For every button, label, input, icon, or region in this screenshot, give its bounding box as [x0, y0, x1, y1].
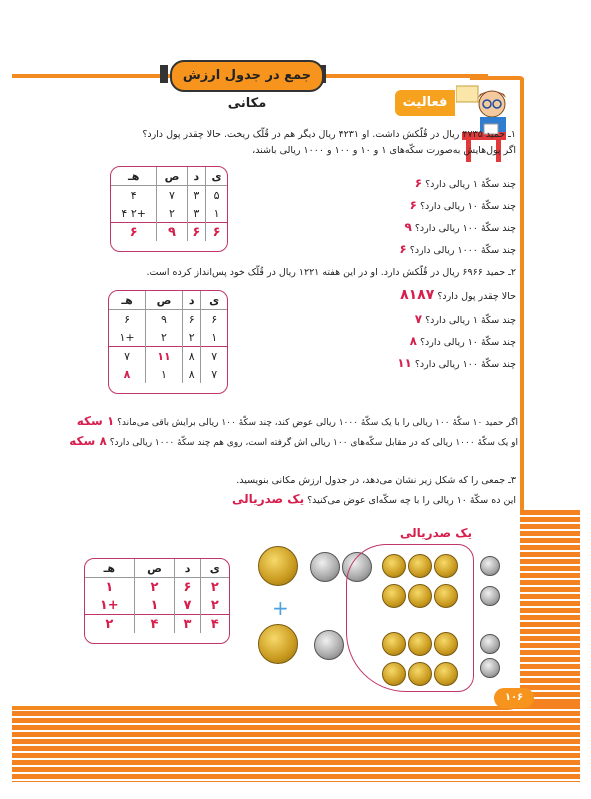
cell: ۲ — [210, 579, 219, 595]
cell: ۱ — [85, 578, 134, 597]
cell: ۳ — [187, 186, 206, 205]
cell: ۹ — [146, 310, 183, 329]
cell: ۴ — [111, 186, 157, 205]
q2-line-1: چند سکّهٔ ۱ ریالی دارد؟ ۷ — [414, 312, 516, 326]
coin-1-icon — [480, 556, 500, 576]
answer: ۱ سکه — [76, 414, 115, 428]
sum-cell: ۴ — [134, 615, 175, 634]
col-thousands: هـ — [109, 291, 146, 310]
cell: ۷ — [157, 186, 187, 205]
cell: ۲ — [146, 328, 183, 347]
coin-1000-icon — [258, 624, 298, 664]
coin-100-icon — [310, 552, 340, 582]
answer: ۸ — [409, 334, 417, 348]
q1-text-2: اگر پول‌هایش به‌صورت سکّه‌های ۱ و ۱۰ و ۱۰۰ و ۱۰۰۰ ریالی باشند، — [252, 145, 516, 156]
sum-cell: ۶ — [187, 223, 206, 242]
q2-extra-2: او یک سکّهٔ ۱۰۰۰ ریالی که در مقابل سکّه‌های ۱۰۰ ریالی اش گرفته است، روی هم چند سکّهٔ ۱۰۰۰ ریالی دارد؟ ۸ سکه — [69, 434, 518, 448]
cell: ۸ — [182, 347, 200, 366]
cell: ۱ — [146, 365, 183, 383]
cell: ۱ — [211, 330, 218, 344]
cell: ۵ — [213, 188, 220, 202]
q2-extra-1: اگر حمید ۱۰ سکّهٔ ۱۰۰ ریالی را با یک سکّهٔ ۱۰۰۰ ریالی عوض کند، چند سکّهٔ ۱۰۰ ریالی برایش باقی می‌ماند؟ ۱ سکه — [76, 414, 518, 428]
cell: ۶ — [211, 312, 218, 326]
answer: ۱۱ — [397, 356, 412, 370]
page-number: ۱۰۶ — [494, 688, 534, 708]
cell: ۷ — [211, 367, 218, 381]
answer: ۶ — [414, 176, 423, 190]
header-line-left — [12, 74, 170, 78]
sum-cell: ۲ — [85, 615, 134, 634]
cell: +۱ — [85, 596, 134, 615]
q2-text: ۲ـ حمید ۶۹۶۶ ریال در قُلّکش دارد. او در این هفته ۱۲۲۱ ریال در قُلّک خود پس‌انداز کرده است. — [146, 267, 516, 278]
q1-line-4: چند سکّهٔ ۱۰۰۰ ریالی دارد؟ ۶ — [399, 242, 516, 256]
q1-text: ۱ـ حمید ۴۷۳۵ ریال در قُلّکش داشت. او ۴۲۳۱ ریال دیگر هم در قُلّک ریخت. حالا چقدر پول دارد؟ — [142, 129, 516, 140]
coin-1-icon — [480, 586, 500, 606]
coin-100-icon — [314, 630, 344, 660]
cell: ۲ — [134, 578, 175, 597]
cell: ۲ — [210, 597, 219, 613]
q3-text: ۳ـ جمعی را که شکل زیر نشان می‌دهد، در جدول ارزش مکانی بنویسید. — [236, 475, 516, 486]
col-ones: ی — [206, 167, 227, 186]
col-tens: د — [187, 167, 206, 186]
cell: ۲ — [182, 328, 200, 347]
coin-1-icon — [480, 634, 500, 654]
sum-cell: ۶ — [111, 223, 157, 242]
q1-line-1: چند سکّهٔ ۱ ریالی دارد؟ ۶ — [414, 176, 516, 190]
sum-cell: ۹ — [157, 223, 187, 242]
sum-cell: ۶ — [212, 224, 221, 240]
cell: ۷ — [175, 596, 200, 615]
col-hundreds: ص — [134, 559, 175, 578]
cell: ۱۱ — [146, 347, 183, 366]
col-hundreds: ص — [157, 167, 187, 186]
cell: ۲ — [157, 204, 187, 223]
cell: ۱ — [213, 206, 220, 220]
q2-line-2: چند سکّهٔ ۱۰ ریالی دارد؟ ۸ — [409, 334, 516, 348]
sum-cell: ۴ — [210, 616, 219, 632]
header-line-right — [318, 74, 488, 78]
q2-total-line: حالا چقدر پول دارد؟ ۸۱۸۷ — [400, 287, 516, 303]
col-tens: د — [175, 559, 200, 578]
decor-stripes-bottom — [12, 704, 580, 782]
q1-place-value-table — [110, 166, 228, 252]
cell: ۶ — [175, 578, 200, 597]
answer: یک صدریالی — [232, 492, 305, 506]
answer: ۷ — [414, 312, 423, 326]
answer: ۶ — [409, 198, 417, 212]
sum-cell: ۳ — [175, 615, 200, 634]
answer: ۸ سکه — [69, 434, 107, 448]
cell: ۱ — [134, 596, 175, 615]
footer-frame — [12, 690, 524, 710]
q3-place-value-table — [84, 558, 230, 644]
col-ones: ی — [200, 559, 229, 578]
title-tab-left — [160, 65, 168, 83]
q2-place-value-table — [108, 290, 228, 394]
activity-label: فعالیت — [395, 90, 455, 116]
coin-1-icon — [480, 658, 500, 678]
decor-stripes-right — [520, 510, 580, 710]
sidebar-top-curve — [470, 76, 524, 80]
cell: ۸ — [182, 365, 200, 383]
plus-icon: + — [272, 596, 289, 620]
col-thousands: هـ — [85, 559, 134, 578]
cell: +۱ — [109, 328, 146, 347]
cell: ۷ — [109, 347, 146, 366]
q3-coin-label: یک صدریالی — [400, 526, 473, 540]
q1-line-2: چند سکّهٔ ۱۰ ریالی دارد؟ ۶ — [409, 198, 516, 212]
page-title: جمع در جدول ارزش مکانی — [170, 60, 324, 92]
cell: ۸ — [109, 365, 146, 383]
answer: ۶ — [399, 242, 407, 256]
q1-line-3: چند سکّهٔ ۱۰۰ ریالی دارد؟ ۹ — [404, 220, 516, 234]
cell: ۷ — [211, 349, 218, 363]
coin-1000-icon — [258, 546, 298, 586]
q3-question-line: این ده سکّهٔ ۱۰ ریالی را با چه سکّه‌ای عوض می‌کنید؟ یک صدریالی — [232, 492, 516, 506]
cell: +۲ ۴ — [111, 204, 157, 223]
q2-line-3: چند سکّهٔ ۱۰۰ ریالی دارد؟ ۱۱ — [397, 356, 516, 370]
col-ones: ی — [201, 291, 227, 310]
grouping-outline — [346, 544, 474, 692]
col-hundreds: ص — [146, 291, 183, 310]
coins-illustration — [258, 540, 508, 690]
answer: ۹ — [404, 220, 412, 234]
col-tens: د — [182, 291, 200, 310]
cell: ۳ — [187, 204, 206, 223]
col-thousands: هـ — [111, 167, 157, 186]
cell: ۶ — [109, 310, 146, 329]
cell: ۶ — [182, 310, 200, 329]
answer: ۸۱۸۷ — [400, 287, 435, 303]
